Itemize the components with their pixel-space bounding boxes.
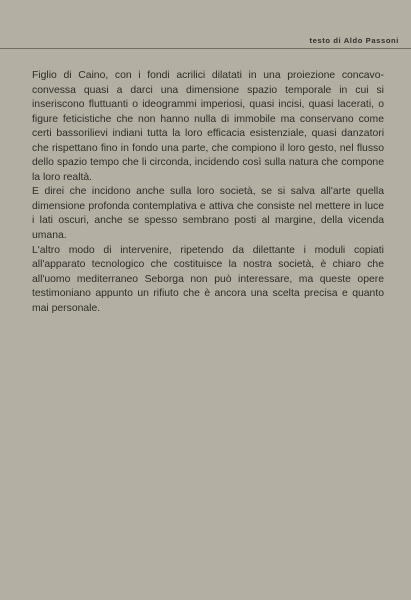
header-divider — [0, 48, 411, 49]
paragraph-3: L'altro modo di intervenire, ripetendo da dilettante i moduli copiati all'apparato tecnologico che costituisce la nostra società, è chiaro che all'uomo mediterraneo Seborga non può interessare, ma queste opere testimoniano appunto un rifiuto che è ancora una scelta precisa e quanto mai personale. — [32, 244, 384, 314]
body-text — [32, 69, 384, 316]
paragraph-1: Figlio di Caino, con i fondi acrilici dilatati in una proiezione concavo-convessa quasi a darci una dimensione spazio temporale in cui si inseriscono fluttuanti o ideogrammi imperiosi, quasi incisi, quasi lacerati, o figure feticistiche che non hanno nulla di immobile ma conservano come certi bassorilievi indiani tutta la loro efficacia esistenziale, quasi danzatori che rispettano fino in fondo una parte, che compiono il loro gesto, nel flusso dello spazio tempo che li circonda, incidendo così sulla natura che compone la loro realtà. — [32, 70, 384, 183]
author-byline: testo di Aldo Passoni — [309, 36, 399, 45]
paragraph-2: E direi che incidono anche sulla loro società, se si salva all'arte quella dimensione profonda contemplativa e attiva che consiste nel mettere in luce i lati oscuri, anche se spesso sembrano posti al margine, della vicenda umana. — [32, 186, 384, 242]
